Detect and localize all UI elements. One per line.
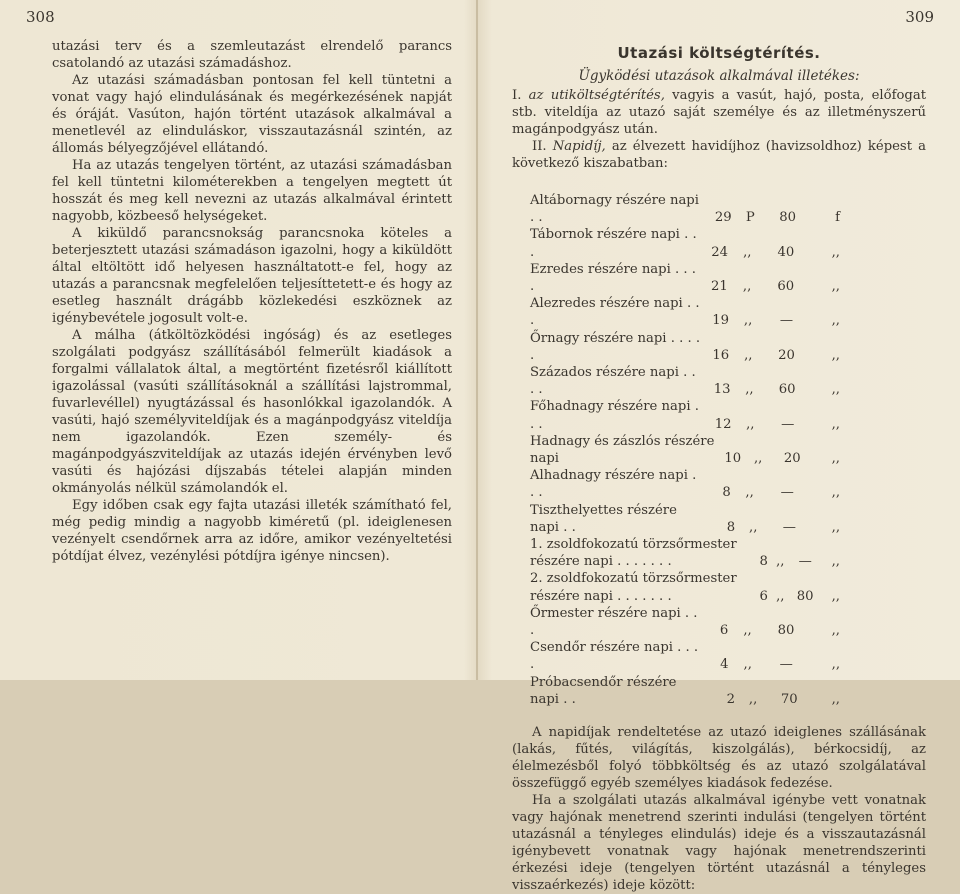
rate-row <box>530 192 840 226</box>
rate-rank: Próbacsendőr részére napi . . <box>530 674 677 707</box>
rate-pengo: 8 <box>726 519 736 535</box>
intro-text <box>512 87 926 172</box>
rate-filler: 40 <box>777 244 795 260</box>
rate-p: ,, <box>749 519 758 535</box>
rate-unit: ,, <box>831 554 840 570</box>
item-label: II. <box>532 139 547 154</box>
rate-row <box>530 398 840 432</box>
rate-rank: Alezredes részére napi . . . <box>530 296 700 329</box>
paragraph: A kiküldő parancsnokság parancsnoka köteles a beterjesztett utazási számadáson igazolni, hogy a kiküldött által eltöltött idő helyesen használtatott-e fel, hogy az utazás a parancsnak megfelelően teljesíttetett-e és hogy az esetleg használt drágább közlekedési eszköznek az igénybevétele jogosult volt-e. <box>52 226 452 326</box>
rate-unit: ,, <box>831 313 840 329</box>
rate-row <box>530 433 840 467</box>
rate-unit: ,, <box>831 691 840 707</box>
rate-pengo: 12 <box>714 416 732 432</box>
rate-pengo: 10 <box>724 451 742 467</box>
rate-rank: 1. zsoldfokozatú törzsőrmester részére napi . . . . . . . <box>530 537 737 570</box>
rate-filler: 20 <box>783 451 801 467</box>
paragraph: Ha a szolgálati utazás alkalmával igénybe vett vonatnak vagy hajónak menetrend szerinti indulási (tengelyen történt utazásnál a tényleges elindulás) ideje és a visszautazásnál igénybevett vonatnak vagy hajónak menetrendszerinti érkezési ideje (tengelyen történt utazásnál a tényleges visszaérkezés) ideje között: <box>512 793 926 894</box>
rate-rank: Őrnagy részére napi . . . . . <box>530 330 701 363</box>
paragraph: Ha az utazás tengelyen történt, az utazási számadásban fel kell tüntetni kilométerekben a tengelyen megtett út hosszát és meg kell nevezni az utazás alkalmával érintett nagyobb, közbeeső helységeket. <box>52 158 452 224</box>
rate-pengo: 8 <box>722 485 731 501</box>
rate-filler: 20 <box>778 347 795 363</box>
rate-filler: — <box>779 657 793 673</box>
paragraph: A napidíjak rendeltetése az utazó ideiglenes szállásának (lakás, fűtés, világítás, kiszolgálás), bérkocsidíj, az élelmezésből folyó többköltség és az utazó szolgálatával összefüggő egyéb személyes kiadások fedezése. <box>512 725 926 792</box>
rate-unit: ,, <box>831 244 840 260</box>
rate-rank: Tiszthelyettes részére napi . . <box>530 502 677 535</box>
item-emphasis: Napidíj, <box>552 139 606 154</box>
rate-unit: ,, <box>831 485 841 501</box>
rate-row <box>530 536 840 570</box>
rate-unit: f <box>835 210 840 226</box>
rate-p: ,, <box>746 416 755 432</box>
rate-p: ,, <box>744 347 753 363</box>
paragraph: Az utazási számadásban pontosan fel kell tüntetni a vonat vagy hajó elindulásának és megérkezésének napját és óráját. Vasúton, hajón történt utazások alkalmával a menetlevél az elinduláskor, visszautazásnál szintén, az állomás bélyegzőjével ellátandó. <box>52 73 452 156</box>
rate-filler: 60 <box>777 279 795 295</box>
rate-p: ,, <box>743 657 752 673</box>
rate-pengo: 2 <box>726 691 735 707</box>
item-label: I. <box>512 88 522 103</box>
rate-p: ,, <box>745 485 754 501</box>
rate-rank: Csendőr részére napi . . . . <box>530 640 699 673</box>
rate-rank: Főhadnagy részére napi . . . <box>530 399 699 432</box>
rate-row <box>530 467 840 501</box>
rate-pengo: 6 <box>759 588 768 604</box>
item-text: az élvezett havidíjhoz (havizsoldhoz) képest a következő kiszabatban: <box>512 139 926 171</box>
paragraph: Egy időben csak egy fajta utazási illeték számítható fel, még pedig mindig a nagyobb kiméretű (pl. ideiglenesen vezényelt csendőrnek arra az időre, amikor vezényeltetési pótdíjat élvez, vezénylési pótdíjra igénye nincsen). <box>52 498 452 564</box>
rate-p: ,, <box>776 554 785 570</box>
rate-unit: ,, <box>831 279 840 295</box>
item-emphasis: az utiköltségtérítés, <box>528 88 665 103</box>
rate-row <box>530 364 840 398</box>
rate-filler: — <box>798 554 812 570</box>
rate-row <box>530 226 840 260</box>
rate-unit: ,, <box>831 451 840 467</box>
rate-row <box>530 570 840 604</box>
rate-rank: Ezredes részére napi . . . . <box>530 261 696 295</box>
rate-rank: 2. zsoldfokozatú törzsőrmester részére napi . . . . . . . <box>530 571 737 604</box>
rate-rank: Őrmester részére napi . . . <box>530 605 698 639</box>
rate-p: ,, <box>743 313 753 329</box>
rate-row <box>530 502 840 536</box>
rate-unit: ,, <box>831 519 841 535</box>
left-page <box>0 0 478 680</box>
rate-unit: ,, <box>831 588 840 604</box>
rate-pengo: 8 <box>759 554 768 570</box>
rate-rank: Hadnagy és zászlós részére napi <box>530 433 715 467</box>
rate-pengo: 19 <box>712 313 729 329</box>
rate-rank: Tábornok részére napi . . . <box>530 227 697 260</box>
rate-pengo: 4 <box>720 657 729 673</box>
rate-p: ,, <box>776 588 785 604</box>
rate-filler: 60 <box>778 382 796 398</box>
rate-filler: — <box>779 313 793 329</box>
rate-pengo: 29 <box>714 210 732 226</box>
rate-p: ,, <box>748 691 758 707</box>
rate-p: P <box>745 210 755 226</box>
daily-rate-table <box>530 192 840 708</box>
rate-unit: ,, <box>831 657 841 673</box>
rate-unit: ,, <box>831 382 840 398</box>
intro-item-2 <box>512 138 926 172</box>
paragraph: utazási terv és a szemleutazást elrendelő parancs csatolandó az utazási számadáshoz. <box>52 39 452 71</box>
rate-row <box>530 674 840 708</box>
rate-row <box>530 605 840 639</box>
rate-unit: ,, <box>831 347 840 363</box>
intro-item-1 <box>512 87 926 138</box>
page-number: 309 <box>905 8 934 26</box>
rate-pengo: 16 <box>712 347 730 363</box>
rate-filler: 80 <box>779 210 797 226</box>
section-title: Utazási költségtérítés. <box>617 44 821 62</box>
rate-pengo: 13 <box>713 382 731 398</box>
rate-pengo: 6 <box>719 623 729 639</box>
rate-row <box>530 639 840 673</box>
rate-rank: Százados részére napi . . . . <box>530 365 696 398</box>
item-text: vagyis a vasút, hajó, posta, előfogat stb. viteldíja az utazó saját személye és az illetményszerű magánpodgyász után. <box>512 88 927 137</box>
right-body-text <box>512 724 926 894</box>
rate-filler: — <box>782 519 796 535</box>
rate-p: ,, <box>742 279 752 295</box>
rate-p: ,, <box>745 382 754 398</box>
rate-rank: Altábornagy részére napi . . <box>530 193 699 226</box>
rate-pengo: 24 <box>711 244 728 260</box>
rate-row <box>530 295 840 329</box>
rate-p: ,, <box>743 244 752 260</box>
section-subtitle: Ügyködési utazások alkalmával illetékes: <box>578 68 860 84</box>
rate-unit: ,, <box>831 416 840 432</box>
rate-filler: — <box>780 485 794 501</box>
rate-filler: 80 <box>777 623 795 639</box>
right-page <box>478 0 960 894</box>
rate-rank: Alhadnagy részére napi . . . <box>530 468 697 501</box>
rate-filler: 80 <box>796 588 814 604</box>
rate-filler: — <box>781 416 795 432</box>
rate-p: ,, <box>743 623 752 639</box>
rate-row <box>530 330 840 364</box>
rate-unit: ,, <box>831 623 840 639</box>
page-number: 308 <box>26 8 55 26</box>
rate-row <box>530 261 840 295</box>
rate-filler: 70 <box>780 691 798 707</box>
left-body-text <box>52 38 452 565</box>
paragraph: A málha (átköltözködési ingóság) és az esetleges szolgálati podgyász szállításából felmerült kiadások a forgalmi vállalatok által, a megtörtént fizetésről kiállított igazolással (vasúti szállításoknál a szállítási lajstrommal, fuvarlevéllel) nyugtázással és hasonlókkal igazolandók. A vasúti, hajó személyviteldíjak és a magánpodgyász viteldíja nem igazolandók. Ezen személy- és magánpodgyászviteldíjak az utazás idején érvényben levő vasúti és hajózási díjszabás tételei alapján minden okmányolás nélkül számolandók el. <box>52 328 452 496</box>
rate-pengo: 21 <box>710 279 728 295</box>
rate-p: ,, <box>753 451 763 467</box>
